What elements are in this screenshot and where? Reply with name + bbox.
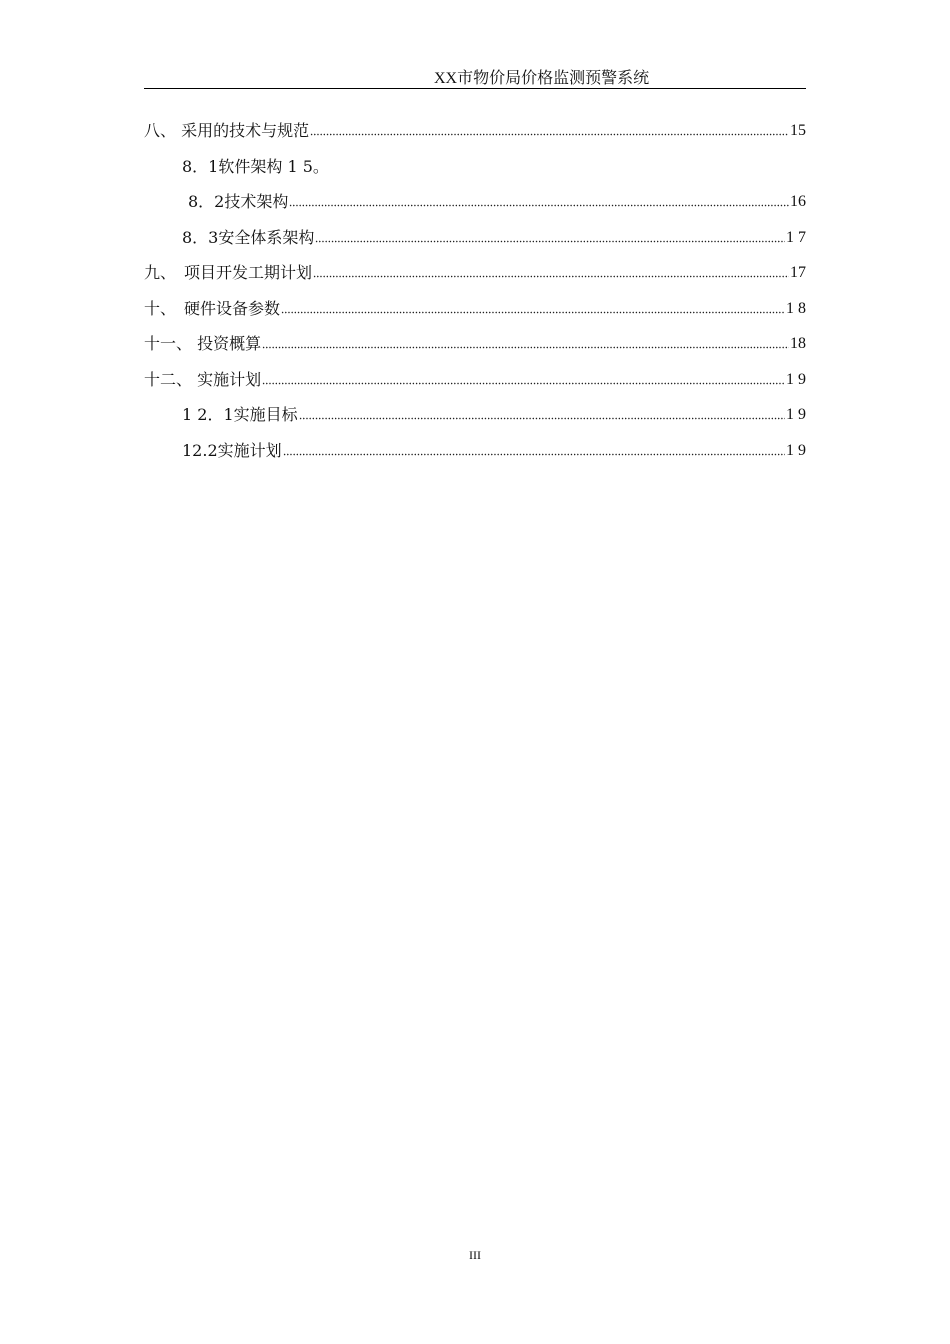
toc-entry[interactable] bbox=[144, 333, 806, 369]
toc-entry[interactable] bbox=[144, 440, 806, 476]
toc-entry-label: 九、 项目开发工期计划 bbox=[144, 263, 313, 282]
toc-entry-label: 八、 采用的技术与规范 bbox=[144, 121, 310, 140]
toc-entry-page-number: 1 9 bbox=[786, 406, 806, 423]
toc-entry[interactable] bbox=[144, 369, 806, 405]
toc-leader-dots bbox=[262, 369, 785, 385]
toc-entry[interactable] bbox=[144, 227, 806, 263]
toc-entry[interactable] bbox=[144, 120, 806, 156]
toc-entry[interactable] bbox=[144, 156, 806, 192]
toc-entry-label: 12.2实施计划 bbox=[182, 440, 282, 460]
toc-entry-page-number: 1 9 bbox=[786, 370, 806, 388]
toc-entry[interactable] bbox=[144, 404, 806, 440]
toc-entry-label: 十二、 实施计划 bbox=[144, 369, 262, 389]
header-title: XX市物价局价格监测预警系统 bbox=[434, 70, 650, 87]
toc-entry-page-number: 17 bbox=[790, 264, 806, 281]
toc-entry-label: 8．2技术架构 bbox=[188, 192, 289, 211]
table-of-contents bbox=[144, 120, 806, 475]
toc-entry[interactable] bbox=[144, 191, 806, 227]
toc-entry-page-number: 16 bbox=[790, 193, 806, 210]
toc-leader-dots bbox=[281, 298, 785, 314]
toc-leader-dots bbox=[289, 191, 789, 207]
toc-leader-dots bbox=[313, 262, 789, 278]
toc-entry-label: 1 2．1实施目标 bbox=[182, 405, 298, 424]
toc-leader-dots bbox=[299, 404, 785, 420]
toc-leader-dots bbox=[315, 227, 785, 243]
page-footer bbox=[0, 1248, 950, 1263]
toc-entry-page-number: 1 7 bbox=[786, 228, 806, 246]
toc-leader-dots bbox=[310, 120, 789, 136]
toc-entry-label: 十、 硬件设备参数 bbox=[144, 298, 281, 318]
toc-leader-dots bbox=[262, 333, 789, 349]
toc-entry[interactable] bbox=[144, 262, 806, 298]
toc-leader-dots bbox=[283, 440, 785, 456]
toc-entry-label: 8．1软件架构 1 5。 bbox=[182, 156, 329, 176]
footer-page-number: III bbox=[469, 1248, 481, 1262]
toc-entry-label: 8．3安全体系架构 bbox=[182, 227, 315, 247]
toc-entry-page-number: 15 bbox=[790, 122, 806, 139]
toc-entry[interactable] bbox=[144, 298, 806, 334]
page-header bbox=[144, 64, 806, 89]
toc-entry-page-number: 1 8 bbox=[786, 299, 806, 317]
toc-entry-label: 十一、 投资概算 bbox=[144, 334, 262, 353]
toc-entry-page-number: 1 9 bbox=[786, 441, 806, 459]
toc-entry-page-number: 18 bbox=[790, 335, 806, 352]
